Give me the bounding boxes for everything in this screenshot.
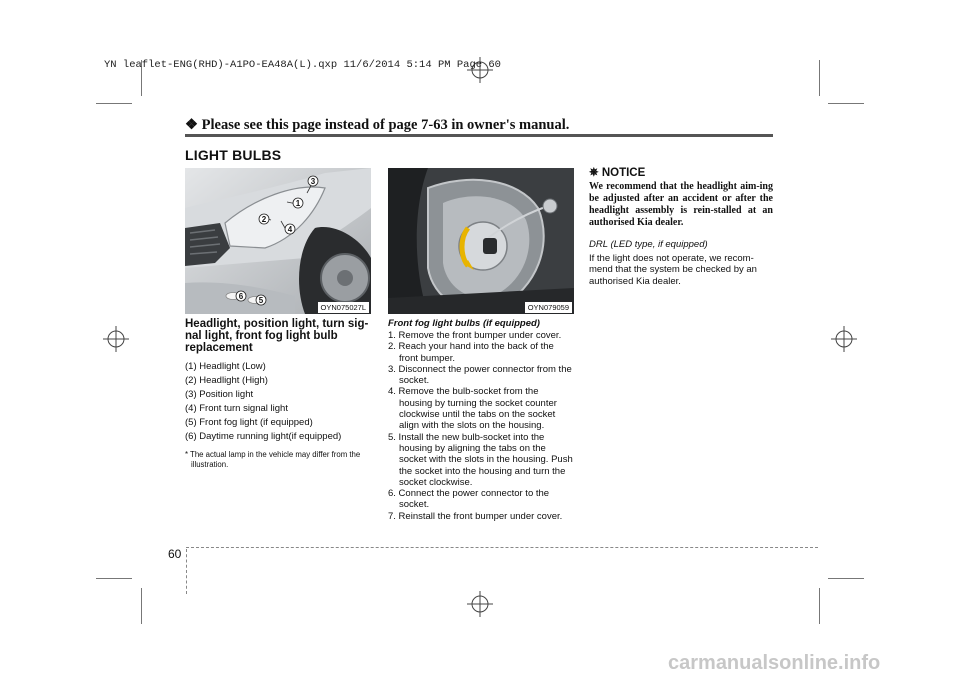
registration-mark-left bbox=[103, 326, 129, 352]
registration-mark-right bbox=[831, 326, 857, 352]
crop-mark-br-h bbox=[828, 578, 864, 579]
fog-heading: Front fog light bulbs (if equipped) bbox=[388, 318, 540, 329]
list-item: 7. Reinstall the front bumper under cover. bbox=[388, 510, 563, 522]
callout-3: 3 bbox=[310, 177, 316, 186]
list-item: 2. Reach your hand into the back of the front bumper. bbox=[388, 341, 554, 364]
list-item: 5. Install the new bulb-socket into the housing by aligning the tabs on the socket with the slots in the housing. Push the socket into the housing and turn the socket clockwise. bbox=[388, 431, 573, 488]
crop-mark-tl-h bbox=[96, 103, 132, 104]
drl-body: If the light does not operate, we recom-mend that the system be checked by an authorised Kia dealer. bbox=[589, 253, 757, 287]
crop-mark-tr-h bbox=[828, 103, 864, 104]
callout-6: 6 bbox=[238, 292, 244, 301]
bulb-list bbox=[185, 360, 371, 444]
notice-title: ✵ NOTICE bbox=[589, 167, 646, 179]
figure-code-right: OYN079059 bbox=[525, 302, 572, 313]
fog-steps bbox=[388, 330, 574, 522]
crop-mark-bl-h bbox=[96, 578, 132, 579]
figure-code-left: OYN075027L bbox=[318, 302, 369, 313]
callout-1: 1 bbox=[295, 199, 301, 208]
page-header bbox=[185, 117, 569, 134]
footer-dashed-rule bbox=[186, 547, 818, 548]
watermark: carmanualsonline.info bbox=[668, 652, 881, 674]
list-item: (2) Headlight (High) bbox=[185, 375, 268, 386]
footer-dashed-vertical bbox=[186, 549, 187, 594]
fog-light-photo bbox=[388, 168, 574, 314]
list-item: 3. Disconnect the power connector from the socket. bbox=[388, 363, 572, 387]
list-item: (3) Position light bbox=[185, 389, 254, 400]
mid-column bbox=[388, 318, 574, 522]
list-item: (5) Front fog light (if equipped) bbox=[185, 417, 313, 428]
page-number: 60 bbox=[168, 547, 182, 561]
print-slug: YN leaflet-ENG(RHD)-A1PO-EA48A(L).qxp 11/6/2014 5:14 PM Page 60 bbox=[104, 59, 501, 71]
footnote: * The actual lamp in the vehicle may differ from the illustration. bbox=[185, 450, 361, 469]
notice-body: We recommend that the headlight aim-ing be adjusted after an accident or after the headlight assembly is rein-stalled at an authorised Kia dealer. bbox=[589, 181, 773, 228]
diamond-icon: ❖ bbox=[185, 117, 198, 133]
list-item: (6) Daytime running light(if equipped) bbox=[185, 431, 342, 442]
list-item: (4) Front turn signal light bbox=[185, 403, 288, 414]
callout-4: 4 bbox=[287, 225, 293, 234]
crop-mark-tr-v bbox=[819, 60, 820, 96]
list-item: 1. Remove the front bumper under cover. bbox=[388, 330, 562, 341]
section-title: LIGHT BULBS bbox=[185, 147, 282, 163]
list-item: 4. Remove the bulb-socket from the housing by turning the socket counter clockwise until the tabs on the socket align with the slots on the housing. bbox=[388, 386, 557, 432]
drl-heading: DRL (LED type, if equipped) bbox=[589, 239, 708, 250]
callout-2: 2 bbox=[261, 215, 267, 224]
crop-mark-br-v bbox=[819, 588, 820, 624]
bulb-heading: Headlight, position light, turn sig-nal light, front fog light bulb replacement bbox=[185, 318, 369, 354]
list-item: 6. Connect the power connector to the socket. bbox=[388, 488, 550, 511]
left-column bbox=[185, 318, 371, 470]
registration-mark-bottom bbox=[467, 591, 493, 617]
callout-5: 5 bbox=[258, 296, 264, 305]
crop-mark-bl-v bbox=[141, 588, 142, 624]
list-item: (1) Headlight (Low) bbox=[185, 361, 266, 372]
headlight-photo bbox=[185, 168, 371, 314]
header-rule bbox=[185, 134, 773, 137]
right-column bbox=[589, 165, 773, 287]
header-text: Please see this page instead of page 7-63 in owner's manual. bbox=[201, 117, 570, 133]
